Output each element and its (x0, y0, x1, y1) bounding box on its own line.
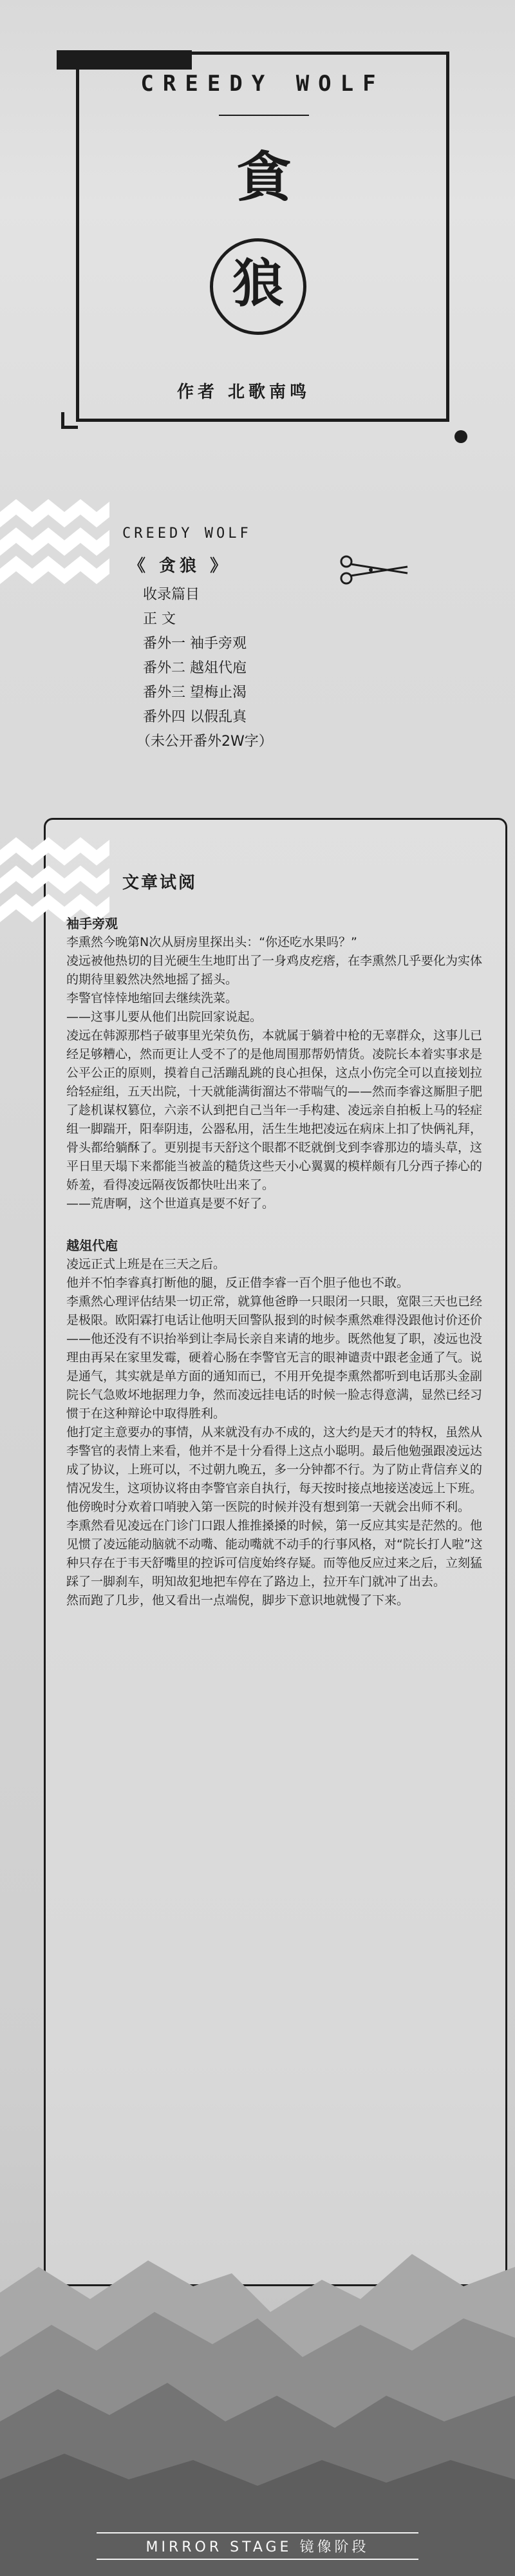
paragraph: 李警官悻悻地缩回去继续洗菜。 (66, 991, 238, 1005)
cover-char-circle: 狼 (232, 253, 284, 314)
paragraph: ——这事儿要从他们出院回家说起。 (66, 1010, 263, 1024)
catalogue-item: 番外三 望梅止渴 (143, 685, 247, 701)
catalogue-note: （未公开番外2W字） (136, 734, 273, 750)
cover-corner-decoration (61, 412, 78, 429)
paragraph: 凌远在韩源那档子破事里光荣负伤，本就属于躺着中枪的无辜群众，这事儿已经足够糟心，然而更让人受不了的是他周围那帮奶情货。凌院长本着实事求是公平公正的原则，摸着自己活蹦乱跳的良心担保，这点小伤完全可以直接划拉给轻症组，五天出院，十天就能满街溜达不带喘气的——然而李睿这厮胆子肥了趁机谋权篡位，六亲不认到把自己当年一手构建、凌远亲自拍板上马的轻症组一脚踹开，阳奉阴违，公器私用，活生生地把凌远在病床上扣了快俩礼拜，骨头都给躺酥了。更别提韦天舒这个眼都不眨就倒戈到李睿那边的墙头草，这平日里天塌下来都能当被盖的糙货这些天小心翼翼的模样颇有几分西子捧心的娇羞，看得凌远隔夜饭都快吐出来了。 (66, 1028, 483, 1192)
paragraph: 他打定主意要办的事情，从来就没有办不成的，这大约是天才的特权，虽然从李警官的表情上来看，他并不是十分看得上这点小聪明。最后他勉强跟凌远达成了协议，上班可以，不过朝九晚五，多一分钟都不行。为了防止背信弃义的情况发生，这项协议将由李警官亲自执行，每天按时接点地接送凌远上下班。 (66, 1425, 483, 1495)
article-body (66, 914, 491, 1610)
cover-dot-decoration (454, 430, 467, 443)
paragraph: 凌远被他热切的目光硬生生地盯出了一身鸡皮疙瘩，在李熏然几乎要化为实体的期待里毅然决然地摇了摇头。 (66, 954, 483, 987)
zigzag-decoration-1 (0, 499, 109, 596)
cover-char-top: 貪 (236, 145, 291, 209)
paragraph: 李熏然看见凌远在门诊门口跟人推推搡搡的时候，第一反应其实是茫然的。他见惯了凌远能动脑就不动嘴、能动嘴就不动手的行事风格，对“院长打人啦”这种只存在于韦天舒嘴里的控诉可信度始终存疑。而等他反应过来之后，立刻猛踩了一脚刹车，明知故犯地把车停在了路边上，拉开车门就冲了出去。 (66, 1519, 483, 1589)
section-title: 越俎代庖 (66, 1238, 118, 1253)
paragraph: 李熏然今晚第N次从厨房里探出头：“你还吃水果吗？” (66, 935, 357, 949)
catalogue-item: 番外四 以假乱真 (143, 709, 247, 725)
catalogue-title-cn: 《 贪狼 》 (129, 556, 231, 576)
paragraph: ——荒唐啊，这个世道真是要不好了。 (66, 1197, 275, 1211)
catalogue-item: 番外二 越俎代庖 (143, 660, 247, 676)
paragraph: 李熏然心理评估结果一切正常，就算他爸睁一只眼闭一只眼，宽限三天也已经是极限。欧阳霖打电话让他明天回警队报到的时候李熏然难得没跟他讨价还价——他还没有不识抬举到让李局长亲自来请的地步。既然他复了职，凌远也没理由再呆在家里发霉，硬着心肠在李警官无言的眼神谴责中跟老金通了气。说是通气，其实就是单方面的通知而已，不用开免提李熏然都听到电话那头金副院长气急败坏地据理力争，然而凌远挂电话的时候一脸志得意满，显然已经习惯于在这种辩论中取得胜利。 (66, 1294, 483, 1421)
paragraph: 他傍晚时分欢着口哨驶入第一医院的时候并没有想到第一天就会出师不利。 (66, 1500, 471, 1514)
mountain-background (0, 2190, 515, 2576)
article-title: 文章试阅 (122, 873, 198, 893)
catalogue-item: 番外一 袖手旁观 (143, 636, 247, 652)
catalogue-item: 正 文 (143, 611, 176, 627)
footer-text: MIRROR STAGE 镜像阶段 (145, 2539, 370, 2555)
catalogue-list (136, 583, 336, 754)
paragraph: 然而跑了几步，他又看出一点端倪，脚步下意识地就慢了下来。 (66, 1593, 409, 1607)
catalogue-title-en: CREEDY WOLF (122, 526, 252, 542)
paragraph: 他并不怕李睿真打断他的腿，反正借李睿一百个胆子他也不敢。 (66, 1276, 409, 1290)
footer-line-bottom (97, 2559, 418, 2560)
catalogue-heading: 收录篇目 (143, 587, 200, 603)
paragraph: 凌远正式上班是在三天之后。 (66, 1257, 226, 1271)
scissors-icon (340, 554, 411, 586)
section-title: 袖手旁观 (66, 916, 118, 931)
cover-frame (76, 52, 449, 422)
footer-line-top (97, 2532, 418, 2533)
cover-title-en: CREEDY WOLF (140, 71, 385, 97)
cover-author: 作者 北歌南鸣 (177, 383, 311, 402)
cover-divider (219, 115, 309, 116)
